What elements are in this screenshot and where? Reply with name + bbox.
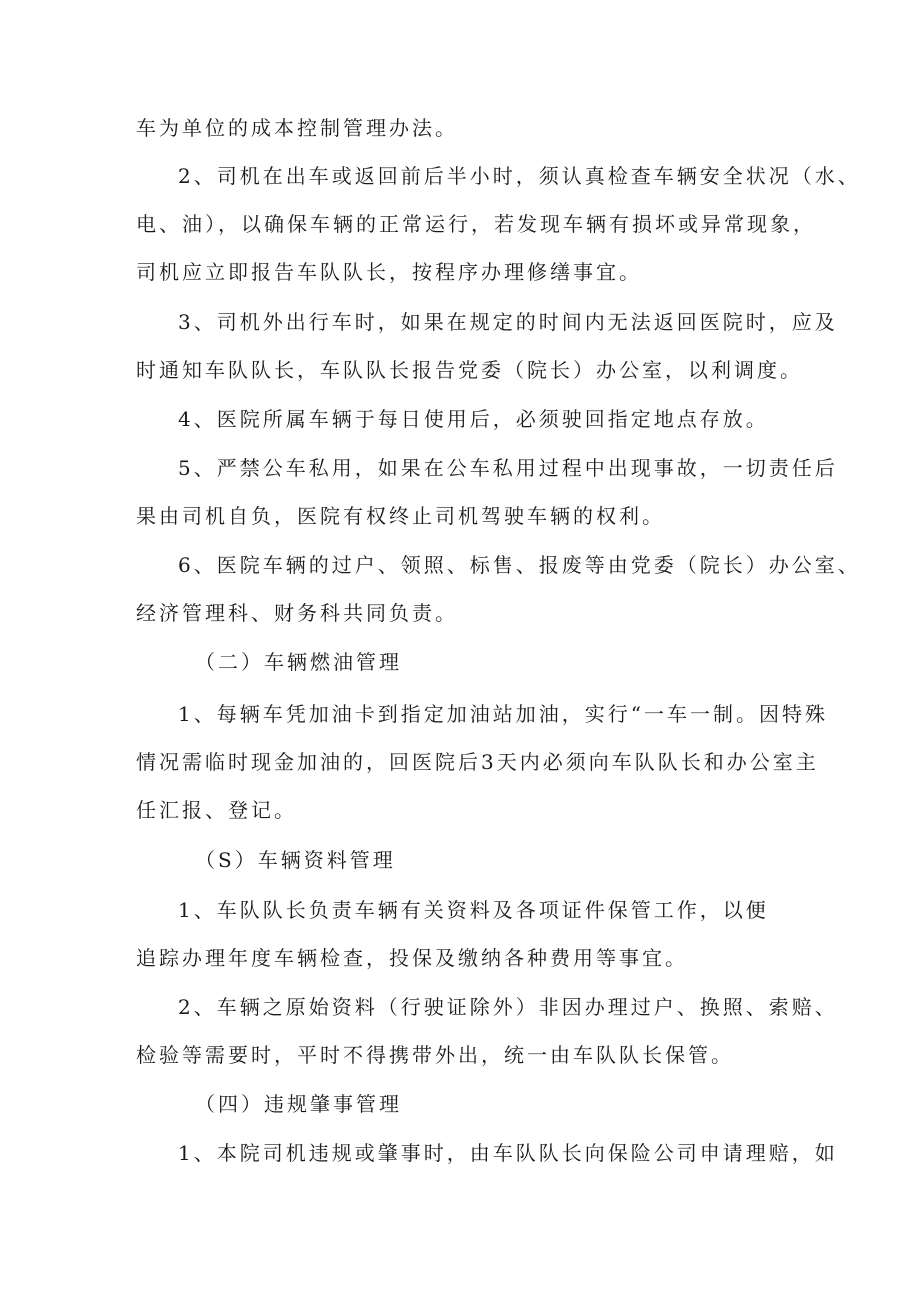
section-heading-violations: （四）违规肇事管理 — [195, 1092, 402, 1116]
paragraph-line: 追踪办理年度车辆检查，投保及缴纳各种费用等事宜。 — [136, 946, 688, 970]
paragraph-line: 电、油），以确保车辆的正常运行，若发现车辆有损坏或异常现象， — [136, 212, 816, 236]
paragraph-line-item-5: 5、严禁公车私用，如果在公车私用过程中出现事故，一切责任后 — [178, 456, 838, 480]
paragraph-line: 司机应立即报告车队队长，按程序办理修缮事宜。 — [136, 260, 642, 284]
section-heading-fuel: （二）车辆燃油管理 — [195, 650, 402, 674]
paragraph-line: 果由司机自负，医院有权终止司机驾驶车辆的权利。 — [136, 504, 665, 528]
paragraph-line: 情况需临时现金加油的，回医院后3天内必须向车队队长和办公室主 — [136, 750, 819, 774]
section-heading-records: （S）车辆资料管理 — [195, 848, 396, 872]
paragraph-line: 检验等需要时，平时不得携带外出，统一由车队队长保管。 — [136, 1043, 734, 1067]
paragraph-line-item-1: 1、本院司机违规或肇事时，由车队队长向保险公司申请理赔，如 — [178, 1141, 838, 1165]
paragraph-line: 时通知车队队长，车队队长报告党委（院长）办公室，以利调度。 — [136, 358, 803, 382]
paragraph-line-item-6: 6、医院车辆的过户、领照、标售、报废等由党委（院长）办公室、 — [178, 553, 861, 577]
paragraph-line-item-2: 2、车辆之原始资料（行驶证除外）非因办理过户、换照、索赔、 — [178, 995, 838, 1019]
paragraph-line-continuation: 车为单位的成本控制管理办法。 — [136, 116, 458, 140]
paragraph-line-item-1: 1、每辆车凭加油卡到指定加油站加油，实行“一车一制。因特殊 — [178, 702, 828, 726]
paragraph-line: 经济管理科、财务科共同负责。 — [136, 601, 458, 625]
paragraph-line-item-3: 3、司机外出行车时，如果在规定的时间内无法返回医院时，应及 — [178, 310, 838, 334]
paragraph-line-item-4: 4、医院所属车辆于每日使用后，必须驶回指定地点存放。 — [178, 407, 769, 431]
paragraph-line-item-1: 1、车队队长负责车辆有关资料及各项证件保管工作，以便 — [178, 898, 769, 922]
paragraph-line: 任汇报、登记。 — [136, 798, 297, 822]
paragraph-line-item-2: 2、司机在出车或返回前后半小时，须认真检查车辆安全状况（水、 — [178, 164, 861, 188]
